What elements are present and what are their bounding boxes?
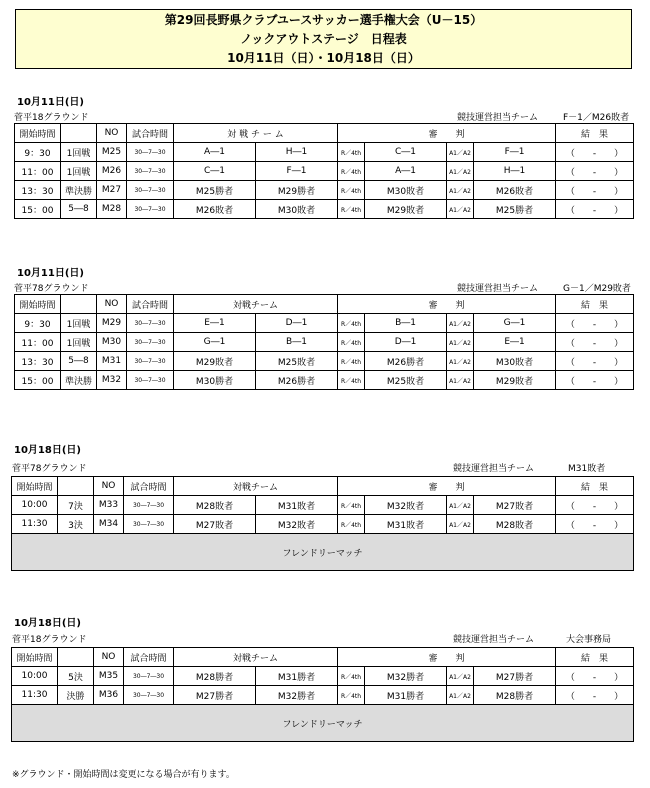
cell-time: 15：00 — [15, 200, 61, 219]
cell-no: M32 — [97, 371, 127, 390]
cell-r4-label: R／4th — [338, 515, 365, 534]
cell-duration: 30―7―30 — [127, 143, 174, 162]
cell-time: 11：00 — [15, 333, 61, 352]
header-round — [58, 477, 94, 496]
cell-referee: M29敗者 — [365, 200, 447, 219]
cell-a12-label: A1／A2 — [447, 515, 474, 534]
table-row — [12, 667, 634, 686]
cell-time: 10:00 — [12, 496, 58, 515]
cell-r4-label: R／4th — [338, 200, 365, 219]
header-no: NO — [94, 648, 124, 667]
section-date: 10月18日(日) — [14, 445, 81, 456]
cell-result: （ ‐ ） — [556, 515, 634, 534]
cell-referee: M30敗者 — [365, 181, 447, 200]
cell-referee: M32敗者 — [365, 496, 447, 515]
section-responsible-team: G－1／M29敗者 — [563, 284, 631, 294]
cell-a12-label: A1／A2 — [447, 314, 474, 333]
header-result: 結 果 — [556, 477, 634, 496]
cell-referee: M26勝者 — [365, 352, 447, 371]
table-row — [15, 352, 634, 371]
schedule-table — [14, 294, 634, 390]
cell-result: （ ‐ ） — [556, 143, 634, 162]
cell-time: 9：30 — [15, 314, 61, 333]
header-teams: 対戦チーム — [174, 295, 338, 314]
cell-no: M34 — [94, 515, 124, 534]
cell-round: 7決 — [58, 496, 94, 515]
cell-team2: H―1 — [256, 143, 338, 162]
cell-no: M31 — [97, 352, 127, 371]
cell-assistant: H―1 — [474, 162, 556, 181]
cell-no: M28 — [97, 200, 127, 219]
table-row — [15, 371, 634, 390]
header-referee: 審 判 — [338, 648, 556, 667]
table-row — [12, 686, 634, 705]
header-match-time: 試合時間 — [124, 477, 174, 496]
cell-no: M33 — [94, 496, 124, 515]
cell-assistant: M26敗者 — [474, 181, 556, 200]
friendly-match-cell: フレンドリーマッチ — [12, 705, 634, 742]
section-responsible-label: 競技運営担当チーム — [453, 464, 535, 474]
table-row — [15, 314, 634, 333]
cell-team2: M32勝者 — [256, 686, 338, 705]
cell-a12-label: A1／A2 — [447, 496, 474, 515]
cell-time: 13：30 — [15, 352, 61, 371]
cell-a12-label: A1／A2 — [447, 333, 474, 352]
cell-duration: 30―7―30 — [127, 333, 174, 352]
cell-result: （ ‐ ） — [556, 371, 634, 390]
section-ground: 菅平78グラウンド — [12, 464, 87, 474]
cell-time: 15：00 — [15, 371, 61, 390]
cell-no: M25 — [97, 143, 127, 162]
cell-round: 準決勝 — [61, 371, 97, 390]
section-responsible-label: 競技運営担当チーム — [453, 635, 535, 645]
cell-time: 11:30 — [12, 686, 58, 705]
cell-assistant: M25勝者 — [474, 200, 556, 219]
cell-team1: M26敗者 — [174, 200, 256, 219]
cell-assistant: E―1 — [474, 333, 556, 352]
table-row — [15, 181, 634, 200]
cell-result: （ ‐ ） — [556, 352, 634, 371]
cell-a12-label: A1／A2 — [447, 162, 474, 181]
cell-r4-label: R／4th — [338, 181, 365, 200]
cell-r4-label: R／4th — [338, 371, 365, 390]
section-responsible-team: F－1／M26敗者 — [563, 113, 630, 123]
section-ground: 菅平78グラウンド — [14, 284, 89, 294]
cell-round: 5決 — [58, 667, 94, 686]
cell-time: 11：00 — [15, 162, 61, 181]
header-no: NO — [97, 295, 127, 314]
cell-team1: M28勝者 — [174, 667, 256, 686]
cell-team2: M29勝者 — [256, 181, 338, 200]
cell-r4-label: R／4th — [338, 333, 365, 352]
cell-no: M29 — [97, 314, 127, 333]
table-row — [12, 515, 634, 534]
cell-assistant: M27勝者 — [474, 667, 556, 686]
cell-duration: 30―7―30 — [127, 162, 174, 181]
header-start-time: 開始時間 — [12, 477, 58, 496]
header-result: 結 果 — [556, 295, 634, 314]
cell-time: 13：30 — [15, 181, 61, 200]
cell-team2: M31勝者 — [256, 667, 338, 686]
cell-team1: M28敗者 — [174, 496, 256, 515]
header-teams: 対戦チーム — [174, 648, 338, 667]
cell-r4-label: R／4th — [338, 162, 365, 181]
cell-team2: B―1 — [256, 333, 338, 352]
header-match-time: 試合時間 — [127, 124, 174, 143]
section-ground: 菅平18グラウンド — [14, 113, 89, 123]
cell-assistant: M29敗者 — [474, 371, 556, 390]
cell-result: （ ‐ ） — [556, 686, 634, 705]
table-row — [15, 143, 634, 162]
cell-duration: 30―7―30 — [127, 352, 174, 371]
cell-referee: M25敗者 — [365, 371, 447, 390]
section-date: 10月11日(日) — [17, 268, 84, 279]
cell-r4-label: R／4th — [338, 352, 365, 371]
cell-referee: M31勝者 — [365, 686, 447, 705]
cell-team2: M31敗者 — [256, 496, 338, 515]
header-start-time: 開始時間 — [12, 648, 58, 667]
section-ground: 菅平18グラウンド — [12, 635, 87, 645]
cell-result: （ ‐ ） — [556, 200, 634, 219]
cell-a12-label: A1／A2 — [447, 200, 474, 219]
schedule-table — [11, 647, 634, 742]
title-line-3: 10月11日（日）・10月18日（日） — [227, 51, 420, 65]
cell-team2: D―1 — [256, 314, 338, 333]
cell-a12-label: A1／A2 — [447, 143, 474, 162]
cell-result: （ ‐ ） — [556, 181, 634, 200]
header-result: 結 果 — [556, 124, 634, 143]
header-match-time: 試合時間 — [127, 295, 174, 314]
header-teams: 対 戦 チ ー ム — [174, 124, 338, 143]
cell-round: 1回戦 — [61, 143, 97, 162]
cell-r4-label: R／4th — [338, 496, 365, 515]
cell-assistant: M28勝者 — [474, 686, 556, 705]
cell-referee: A―1 — [365, 162, 447, 181]
cell-duration: 30―7―30 — [124, 686, 174, 705]
cell-assistant: G―1 — [474, 314, 556, 333]
table-row — [12, 496, 634, 515]
cell-result: （ ‐ ） — [556, 314, 634, 333]
cell-duration: 30―7―30 — [127, 200, 174, 219]
header-no: NO — [94, 477, 124, 496]
header-referee: 審 判 — [338, 477, 556, 496]
cell-team1: M30勝者 — [174, 371, 256, 390]
table-header-row — [12, 648, 634, 667]
title-line-1: 第29回長野県クラブユースサッカー選手権大会（U－15） — [164, 13, 483, 27]
header-referee: 審 判 — [338, 295, 556, 314]
cell-a12-label: A1／A2 — [447, 371, 474, 390]
section-responsible-team: M31敗者 — [568, 464, 606, 474]
cell-team1: C―1 — [174, 162, 256, 181]
cell-time: 11:30 — [12, 515, 58, 534]
cell-a12-label: A1／A2 — [447, 686, 474, 705]
cell-team1: M25勝者 — [174, 181, 256, 200]
cell-result: （ ‐ ） — [556, 333, 634, 352]
cell-team2: M25敗者 — [256, 352, 338, 371]
section-date: 10月18日(日) — [14, 618, 81, 629]
cell-result: （ ‐ ） — [556, 162, 634, 181]
footnote: ※グラウンド・開始時間は変更になる場合が有ります。 — [12, 770, 235, 780]
cell-team1: M27敗者 — [174, 515, 256, 534]
title-line-2: ノックアウトステージ 日程表 — [240, 32, 407, 46]
cell-referee: B―1 — [365, 314, 447, 333]
cell-round: 5―8 — [61, 352, 97, 371]
cell-referee: M32勝者 — [365, 667, 447, 686]
header-no: NO — [97, 124, 127, 143]
cell-team1: G―1 — [174, 333, 256, 352]
header-start-time: 開始時間 — [15, 124, 61, 143]
friendly-row — [12, 534, 634, 571]
cell-team2: M32敗者 — [256, 515, 338, 534]
cell-team2: M30敗者 — [256, 200, 338, 219]
friendly-match-cell: フレンドリーマッチ — [12, 534, 634, 571]
cell-duration: 30―7―30 — [124, 515, 174, 534]
cell-referee: M31敗者 — [365, 515, 447, 534]
cell-a12-label: A1／A2 — [447, 181, 474, 200]
header-round — [61, 124, 97, 143]
cell-no: M26 — [97, 162, 127, 181]
cell-duration: 30―7―30 — [127, 181, 174, 200]
section-responsible-label: 競技運営担当チーム — [457, 284, 539, 294]
cell-team1: E―1 — [174, 314, 256, 333]
cell-referee: C―1 — [365, 143, 447, 162]
cell-team1: M29敗者 — [174, 352, 256, 371]
table-header-row — [15, 295, 634, 314]
table-row — [15, 162, 634, 181]
cell-r4-label: R／4th — [338, 314, 365, 333]
cell-assistant: F―1 — [474, 143, 556, 162]
header-referee: 審 判 — [338, 124, 556, 143]
header-round — [61, 295, 97, 314]
header-start-time: 開始時間 — [15, 295, 61, 314]
cell-team2: M26勝者 — [256, 371, 338, 390]
cell-round: 準決勝 — [61, 181, 97, 200]
cell-round: 1回戦 — [61, 314, 97, 333]
cell-r4-label: R／4th — [338, 143, 365, 162]
cell-r4-label: R／4th — [338, 686, 365, 705]
cell-duration: 30―7―30 — [127, 314, 174, 333]
cell-round: 1回戦 — [61, 162, 97, 181]
cell-time: 10:00 — [12, 667, 58, 686]
cell-duration: 30―7―30 — [127, 371, 174, 390]
table-header-row — [15, 124, 634, 143]
header-teams: 対戦チーム — [174, 477, 338, 496]
table-header-row — [12, 477, 634, 496]
header-match-time: 試合時間 — [124, 648, 174, 667]
title-box — [15, 9, 632, 69]
cell-result: （ ‐ ） — [556, 496, 634, 515]
table-row — [15, 200, 634, 219]
cell-referee: D―1 — [365, 333, 447, 352]
section-date: 10月11日(日) — [17, 97, 84, 108]
section-responsible-label: 競技運営担当チーム — [457, 113, 539, 123]
cell-assistant: M27敗者 — [474, 496, 556, 515]
table-row — [15, 333, 634, 352]
cell-no: M36 — [94, 686, 124, 705]
section-responsible-team: 大会事務局 — [566, 635, 612, 645]
cell-team1: A―1 — [174, 143, 256, 162]
schedule-table — [14, 123, 634, 219]
schedule-table — [11, 476, 634, 571]
cell-duration: 30―7―30 — [124, 667, 174, 686]
cell-no: M35 — [94, 667, 124, 686]
cell-assistant: M30敗者 — [474, 352, 556, 371]
cell-team2: F―1 — [256, 162, 338, 181]
cell-a12-label: A1／A2 — [447, 352, 474, 371]
cell-team1: M27勝者 — [174, 686, 256, 705]
cell-no: M27 — [97, 181, 127, 200]
header-result: 結 果 — [556, 648, 634, 667]
cell-round: 5―8 — [61, 200, 97, 219]
cell-a12-label: A1／A2 — [447, 667, 474, 686]
cell-assistant: M28敗者 — [474, 515, 556, 534]
cell-round: 3決 — [58, 515, 94, 534]
cell-r4-label: R／4th — [338, 667, 365, 686]
cell-duration: 30―7―30 — [124, 496, 174, 515]
header-round — [58, 648, 94, 667]
cell-no: M30 — [97, 333, 127, 352]
friendly-row — [12, 705, 634, 742]
cell-round: 決勝 — [58, 686, 94, 705]
cell-result: （ ‐ ） — [556, 667, 634, 686]
cell-round: 1回戦 — [61, 333, 97, 352]
cell-time: 9：30 — [15, 143, 61, 162]
